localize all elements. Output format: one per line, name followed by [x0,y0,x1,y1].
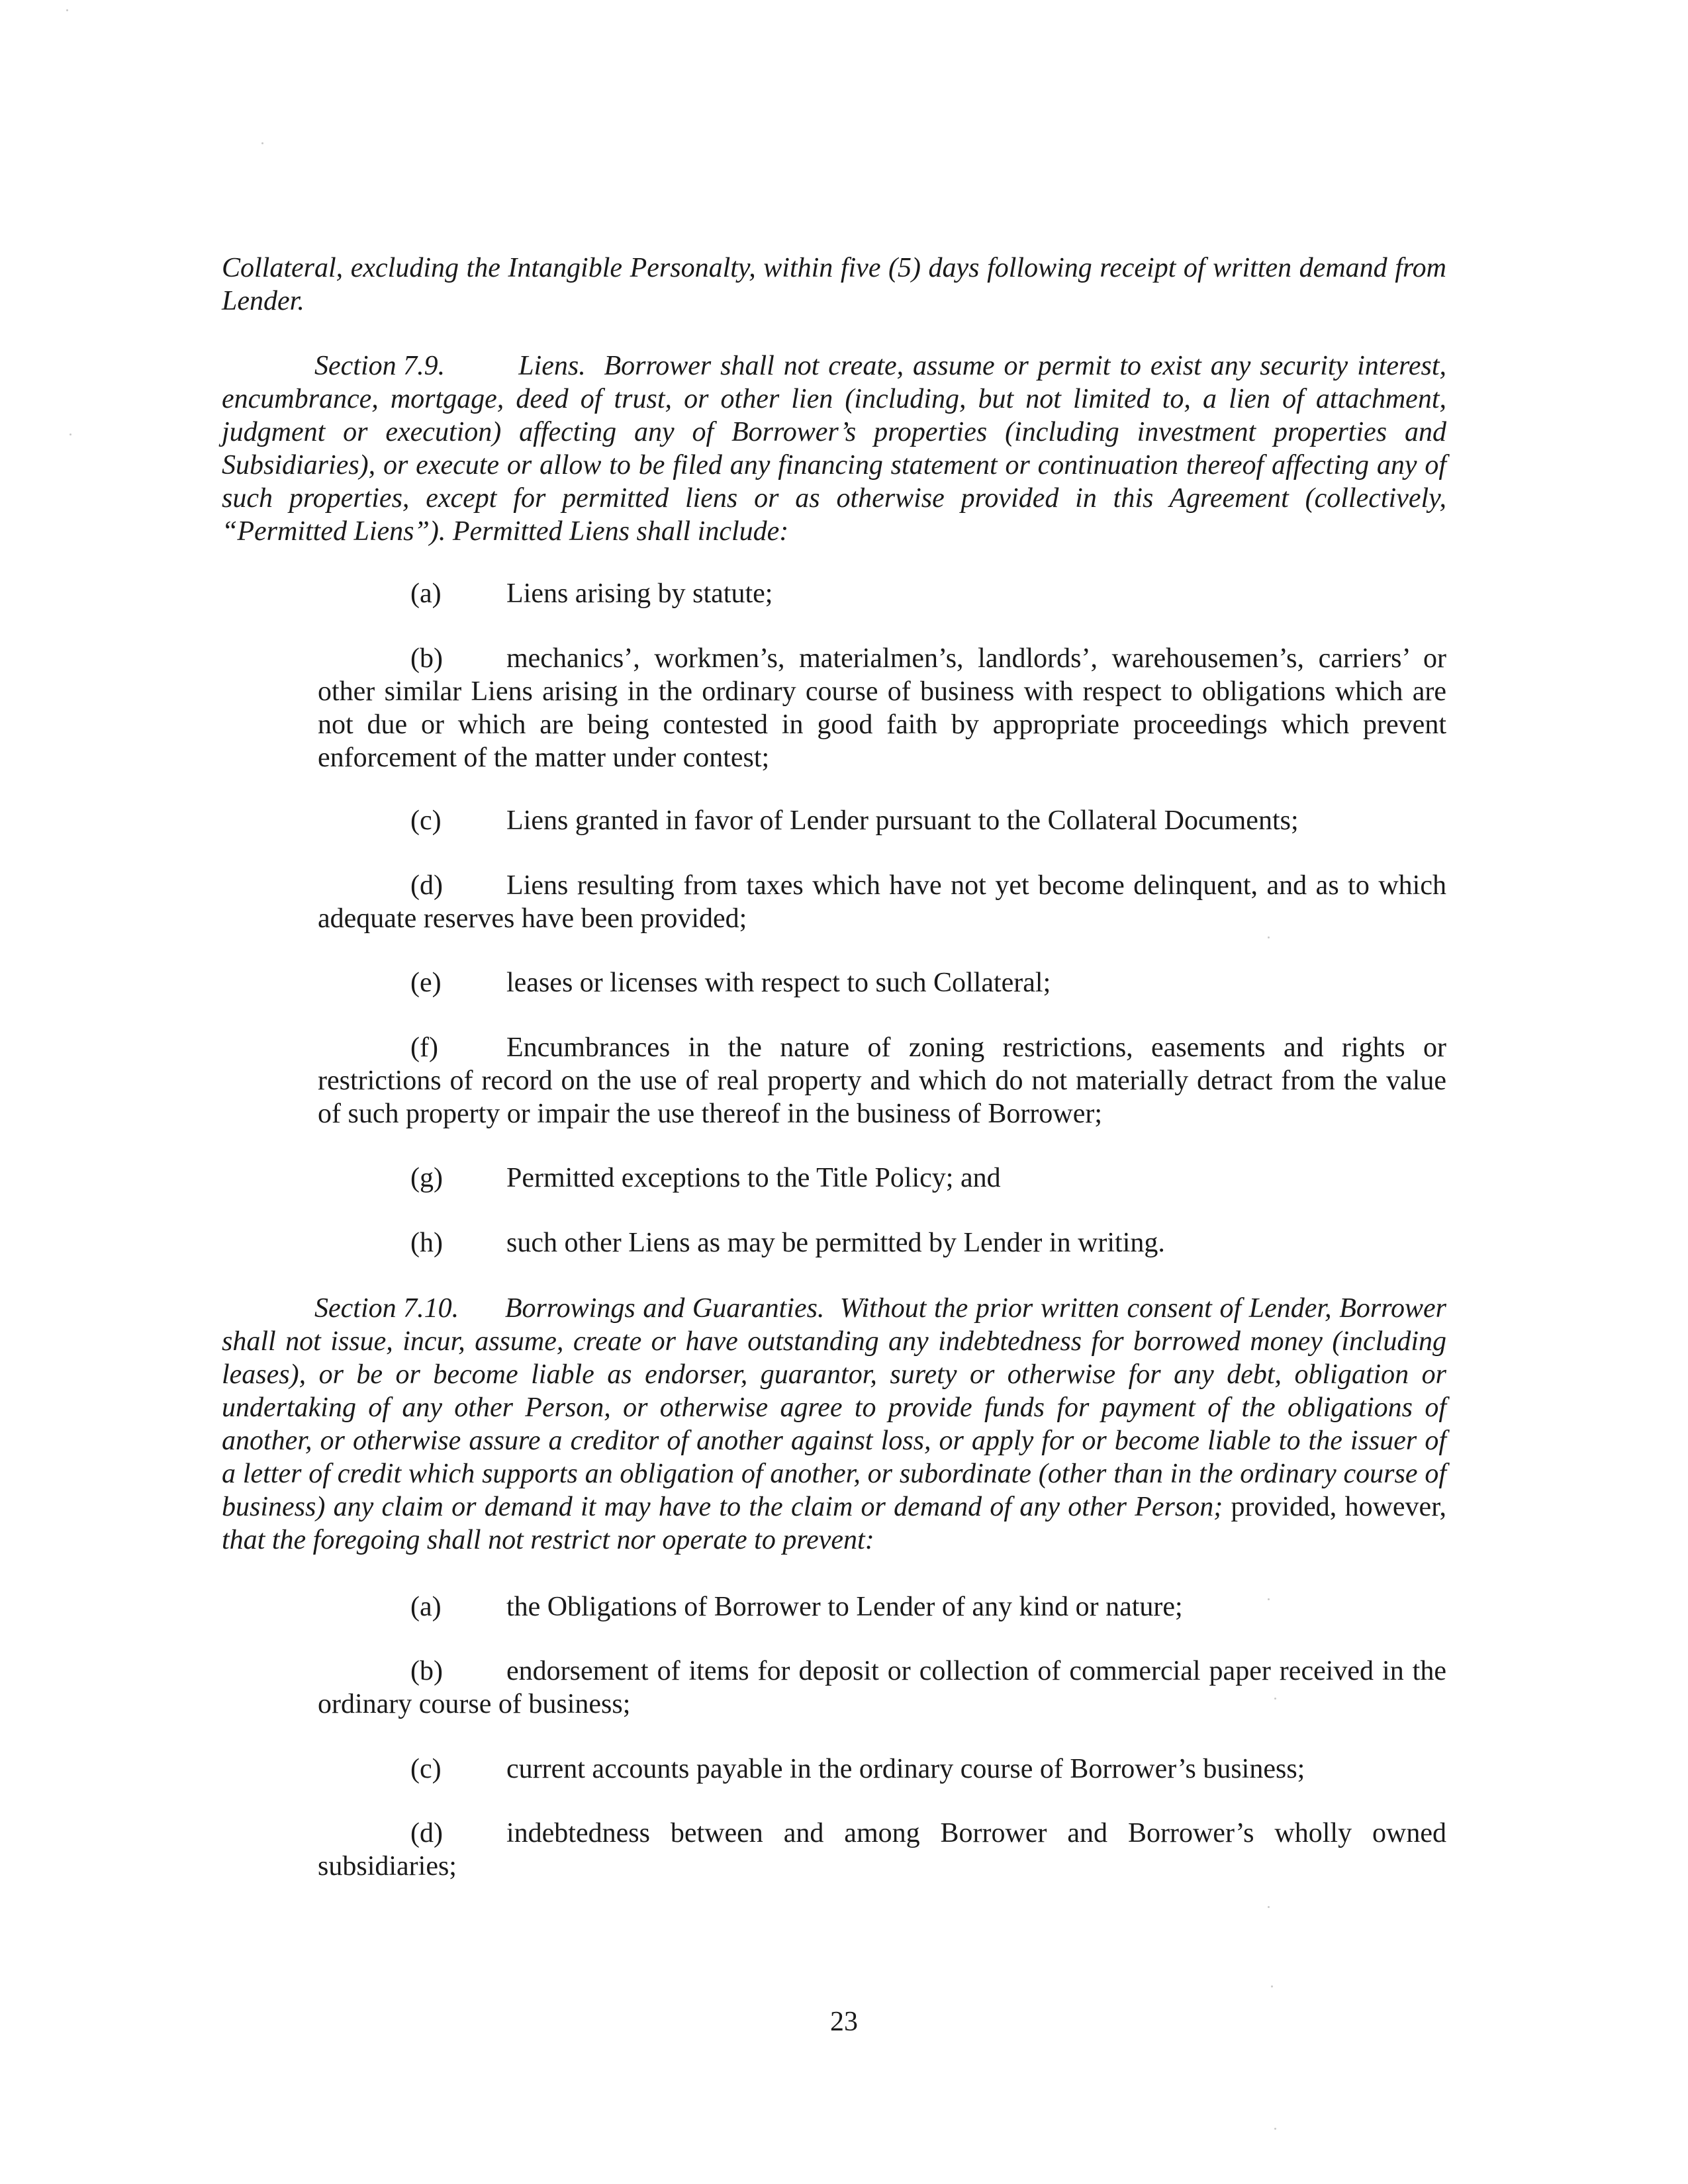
list-label: (b) [410,1656,443,1686]
section-7-10-number: Section 7.10. [314,1293,459,1324]
liens-item-d [318,869,1446,935]
list-label: (d) [410,870,443,901]
list-text: Liens granted in favor of Lender pursuant to the Collateral Documents; [506,805,1299,836]
section-7-10-proviso: provided, however, [1231,1492,1446,1522]
list-label: (f) [410,1032,438,1063]
list-label: (e) [410,968,442,998]
list-text: Permitted exceptions to the Title Policy; and [506,1163,1001,1193]
list-label: (a) [410,1592,442,1622]
scan-speck [66,9,68,11]
liens-item-b [318,642,1446,774]
scan-speck [1268,1598,1270,1600]
list-label: (c) [410,1754,442,1784]
section-7-9-heading: Liens. [518,351,586,381]
scan-speck [1268,1906,1270,1908]
list-text: current accounts payable in the ordinary course of Borrower’s business; [506,1754,1305,1784]
borrowings-item-b [318,1655,1446,1721]
borrowings-item-c [318,1752,1446,1786]
section-7-10-body: Without the prior written consent of Lender, Borrower shall not issue, incur, assume, create or have outstanding any indebtedness for borrowed money (including leases), or be or become liable as endorser, guarantor, surety or otherwise for any debt, obligation or undertaking of any other Person, or otherwise agree to provide funds for payment of the obligations of another, or otherwise assure a creditor of another against loss, or apply for or become liable to the issuer of a letter of credit which supports an obligation of another, or subordinate (other than in the ordinary course of business) any claim or demand it may have to the claim or demand of any other Person; [222,1293,1446,1522]
borrowings-item-d [318,1817,1446,1883]
liens-item-e [318,966,1446,999]
scan-speck [1271,1985,1273,1987]
list-text: indebtedness between and among Borrower and Borrower’s wholly owned subsidiaries; [318,1818,1446,1882]
list-text: Liens arising by statute; [506,578,773,609]
list-text: such other Liens as may be permitted by Lender in writing. [506,1228,1165,1258]
list-label: (c) [410,805,442,836]
scan-speck [1274,2128,1276,2130]
section-7-9-number: Section 7.9. [314,351,445,381]
liens-item-a [318,577,1446,610]
liens-item-h [318,1226,1446,1259]
list-label: (d) [410,1818,443,1848]
list-text: Liens resulting from taxes which have not yet become delinquent, and as to which adequate reserves have been provided; [318,870,1446,934]
list-text: endorsement of items for deposit or collection of commercial paper received in the ordinary course of business; [318,1656,1446,1719]
scan-speck [1274,1698,1276,1700]
scan-speck [1268,936,1270,938]
list-label: (b) [410,643,443,674]
section-7-9-body: Borrower shall not create, assume or permit to exist any security interest, encumbrance, mortgage, deed of trust, or other lien (including, but not limited to, a lien of attachment, judgment or execution) affecting any of Borrower’s properties (including investment properties and Subsidiaries), or execute or allow to be filed any financing statement or continuation thereof affecting any of such properties, except for permitted liens or as otherwise provided in this Agreement (collectively, “Permitted Liens”). Permitted Liens shall include: [222,351,1446,547]
list-label: (g) [410,1163,443,1193]
section-7-9-paragraph [222,349,1446,548]
liens-item-c [318,804,1446,837]
list-text: the Obligations of Borrower to Lender of any kind or nature; [506,1592,1183,1622]
section-7-10-heading: Borrowings and Guaranties. [504,1293,825,1324]
liens-item-g [318,1161,1446,1195]
page-number: 23 [830,2007,858,2037]
scan-speck [261,142,263,144]
section-7-10-proviso-text: that the foregoing shall not restrict nor operate to prevent: [222,1525,874,1555]
scan-speck [70,433,71,435]
list-text: mechanics’, workmen’s, materialmen’s, landlords’, warehousemen’s, carriers’ or other similar Liens arising in the ordinary course of business with respect to obligations which are not due or which are being contested in good faith by appropriate proceedings which prevent enforcement of the matter under contest; [318,643,1446,773]
list-text: leases or licenses with respect to such Collateral; [506,968,1051,998]
section-7-10-paragraph [222,1292,1446,1557]
list-label: (h) [410,1228,443,1258]
list-text: Encumbrances in the nature of zoning restrictions, easements and rights or restrictions of record on the use of real property and which do not materially detract from the value of such property or impair the use thereof in the business of Borrower; [318,1032,1446,1129]
liens-item-f [318,1031,1446,1130]
continuation-text: Collateral, excluding the Intangible Personalty, within five (5) days following receipt of written demand from Lender. [222,253,1446,316]
borrowings-item-a [318,1590,1446,1623]
list-label: (a) [410,578,442,609]
continuation-paragraph [222,251,1446,318]
